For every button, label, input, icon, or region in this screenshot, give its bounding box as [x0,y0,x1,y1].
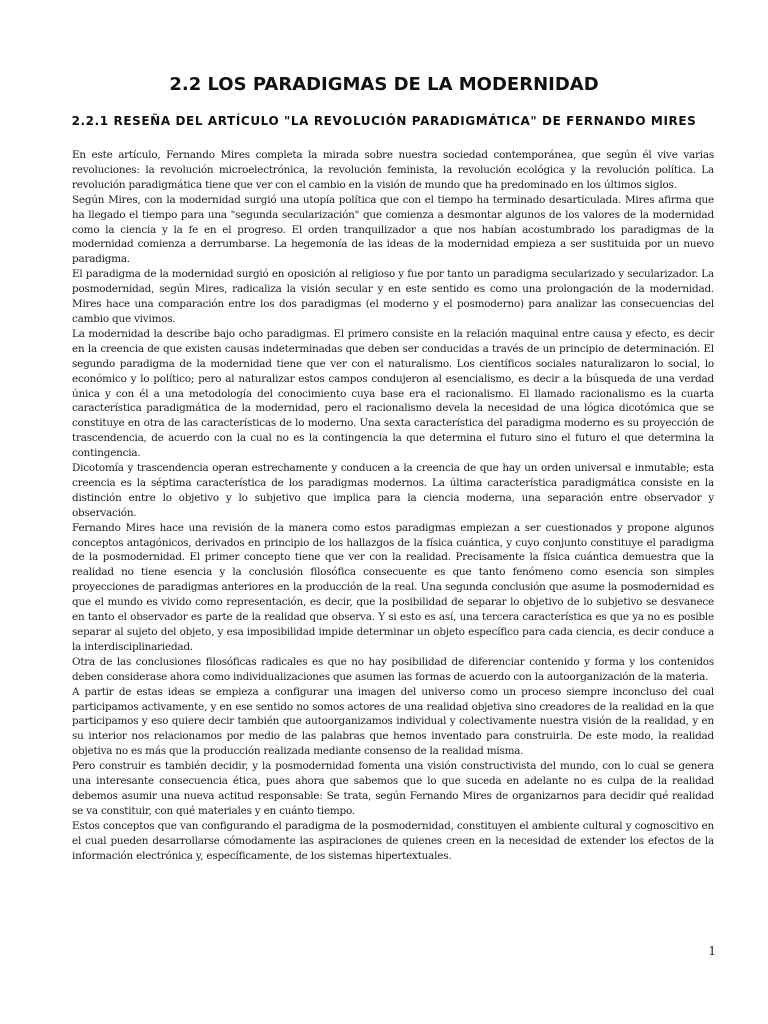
paragraph: Según Mires, con la modernidad surgió una utopía política que con el tiempo ha terminado desarticulada. Mires afirma que ha llegado el tiempo para una "segunda secularización" que comienza a desmontar algunos de los valores de la modernidad como la ciencia y la fe en el progreso. El orden tranquilizador a que nos habían acostumbrado los paradigmas de la modernidad comienza a derrumbarse. La hegemonía de las ideas de la modernidad empieza a ser sustituida por un nuevo paradigma. [72,193,714,266]
paragraph: La modernidad la describe bajo ocho paradigmas. El primero consiste en la relación maquinal entre causa y efecto, es decir en la creencia de que existen causas indeterminadas que deben ser conducidas a través de un principio de determinación. El segundo paradigma de la modernidad tiene que ver con el naturalismo. Los científicos sociales naturalizaron lo social, lo económico y lo político; pero al naturalizar estos campos condujeron al esencialismo, es decir a la búsqueda de una verdad única y con él a una metodología del conocimiento cuya base era el racionalismo. El llamado racionalismo es la cuarta característica paradigmática de la modernidad, pero el racionalismo devela la necesidad de una lógica dicotómica que se constituye en otra de las características de lo moderno. Una sexta característica del paradigma moderno es su proyección de trascendencia, de acuerdo con la cual no es la contingencia la que determina el futuro sino el futuro el que determina la contingencia. [72,327,714,460]
page-number: 1 [708,944,716,958]
paragraph: A partir de estas ideas se empieza a configurar una imagen del universo como un proceso siempre inconcluso del cual participamos activamente, y en ese sentido no somos actores de una realidad objetiva sino creadores de la realidad en la que participamos y eso quiere decir también que autoorganizamos individual y colectivamente nuestra visión de la realidad, y en su interior nos relacionamos por medio de las palabras que hemos inventado para construirla. De este modo, la realidad objetiva no es más que la producción realizada mediante consenso de la realidad misma. [72,685,714,758]
page-title: 2.2 LOS PARADIGMAS DE LA MODERNIDAD [169,74,599,95]
paragraph: El paradigma de la modernidad surgió en oposición al religioso y fue por tanto un paradigma secularizado y secularizador. La posmodernidad, según Mires, radicaliza la visión secular y en este sentido es como una prolongación de la modernidad. Mires hace una comparación entre los dos paradigmas (el moderno y el posmoderno) para analizar las consecuencias del cambio que vivimos. [72,268,714,325]
article-body [72,148,714,864]
paragraph: Dicotomía y trascendencia operan estrechamente y conducen a la creencia de que hay un orden universal e inmutable; esta creencia es la séptima característica de los paradigmas modernos. La última característica paradigmática consiste en la distinción entre lo objetivo y lo subjetivo que implica para la ciencia moderna, una separación entre observador y observación. [72,462,714,519]
paragraph: Fernando Mires hace una revisión de la manera como estos paradigmas empiezan a ser cuestionados y propone algunos conceptos antagónicos, derivados en principio de los hallazgos de la física cuántica, y cuyo conjunto constituye el paradigma de la posmodernidad. El primer concepto tiene que ver con la realidad. Precisamente la física cuántica demuestra que la realidad no tiene esencia y la conclusión filosófica consecuente es que tanto fenómeno como esencia son simples proyecciones de paradigmas anteriores en la producción de la real. Una segunda conclusión que asume la posmodernidad es que el mundo es vivido como representación, es decir, que la posibilidad de separar lo objetivo de lo subjetivo se desvanece en tanto el observador es parte de la realidad que observa. Y si esto es así, una tercera característica es que ya no es posible separar al sujeto del objeto, y esa imposibilidad impide determinar un objeto específico para cada ciencia, es decir conduce a la interdisciplinariedad. [72,521,714,653]
paragraph: En este artículo, Fernando Mires completa la mirada sobre nuestra sociedad contemporánea, que según él vive varias revoluciones: la revolución microelectrónica, la revolución feminista, la revolución ecológica y la revolución política. La revolución paradigmática tiene que ver con el cambio en la visión de mundo que ha predominado en los últimos siglos. [72,149,714,191]
paragraph: Estos conceptos que van configurando el paradigma de la posmodernidad, constituyen el ambiente cultural y cognoscitivo en el cual pueden desarrollarse cómodamente las aspiraciones de quienes creen en la necesidad de extender los efectos de la información electrónica y, específicamente, de los sistemas hipertextuales. [72,819,714,862]
section-subtitle: 2.2.1 RESEÑA DEL ARTÍCULO "LA REVOLUCIÓN PARADIGMÁTICA" DE FERNANDO MIRES [71,114,697,128]
paragraph: Pero construir es también decidir, y la posmodernidad fomenta una visión constructivista del mundo, con lo cual se genera una interesante consecuencia ética, pues ahora que sabemos que lo que suceda en adelante no es culpa de la realidad debemos asumir una nueva actitud responsable: Se trata, según Fernando Mires de organizarnos para decidir qué realidad se va constituir, con qué materiales y en cuánto tiempo. [72,760,714,817]
paragraph: Otra de las conclusiones filosóficas radicales es que no hay posibilidad de diferenciar contenido y forma y los contenidos deben considerase ahora como individualizaciones que asumen las formas de acuerdo con la autoorganización de la materia. [72,655,714,683]
